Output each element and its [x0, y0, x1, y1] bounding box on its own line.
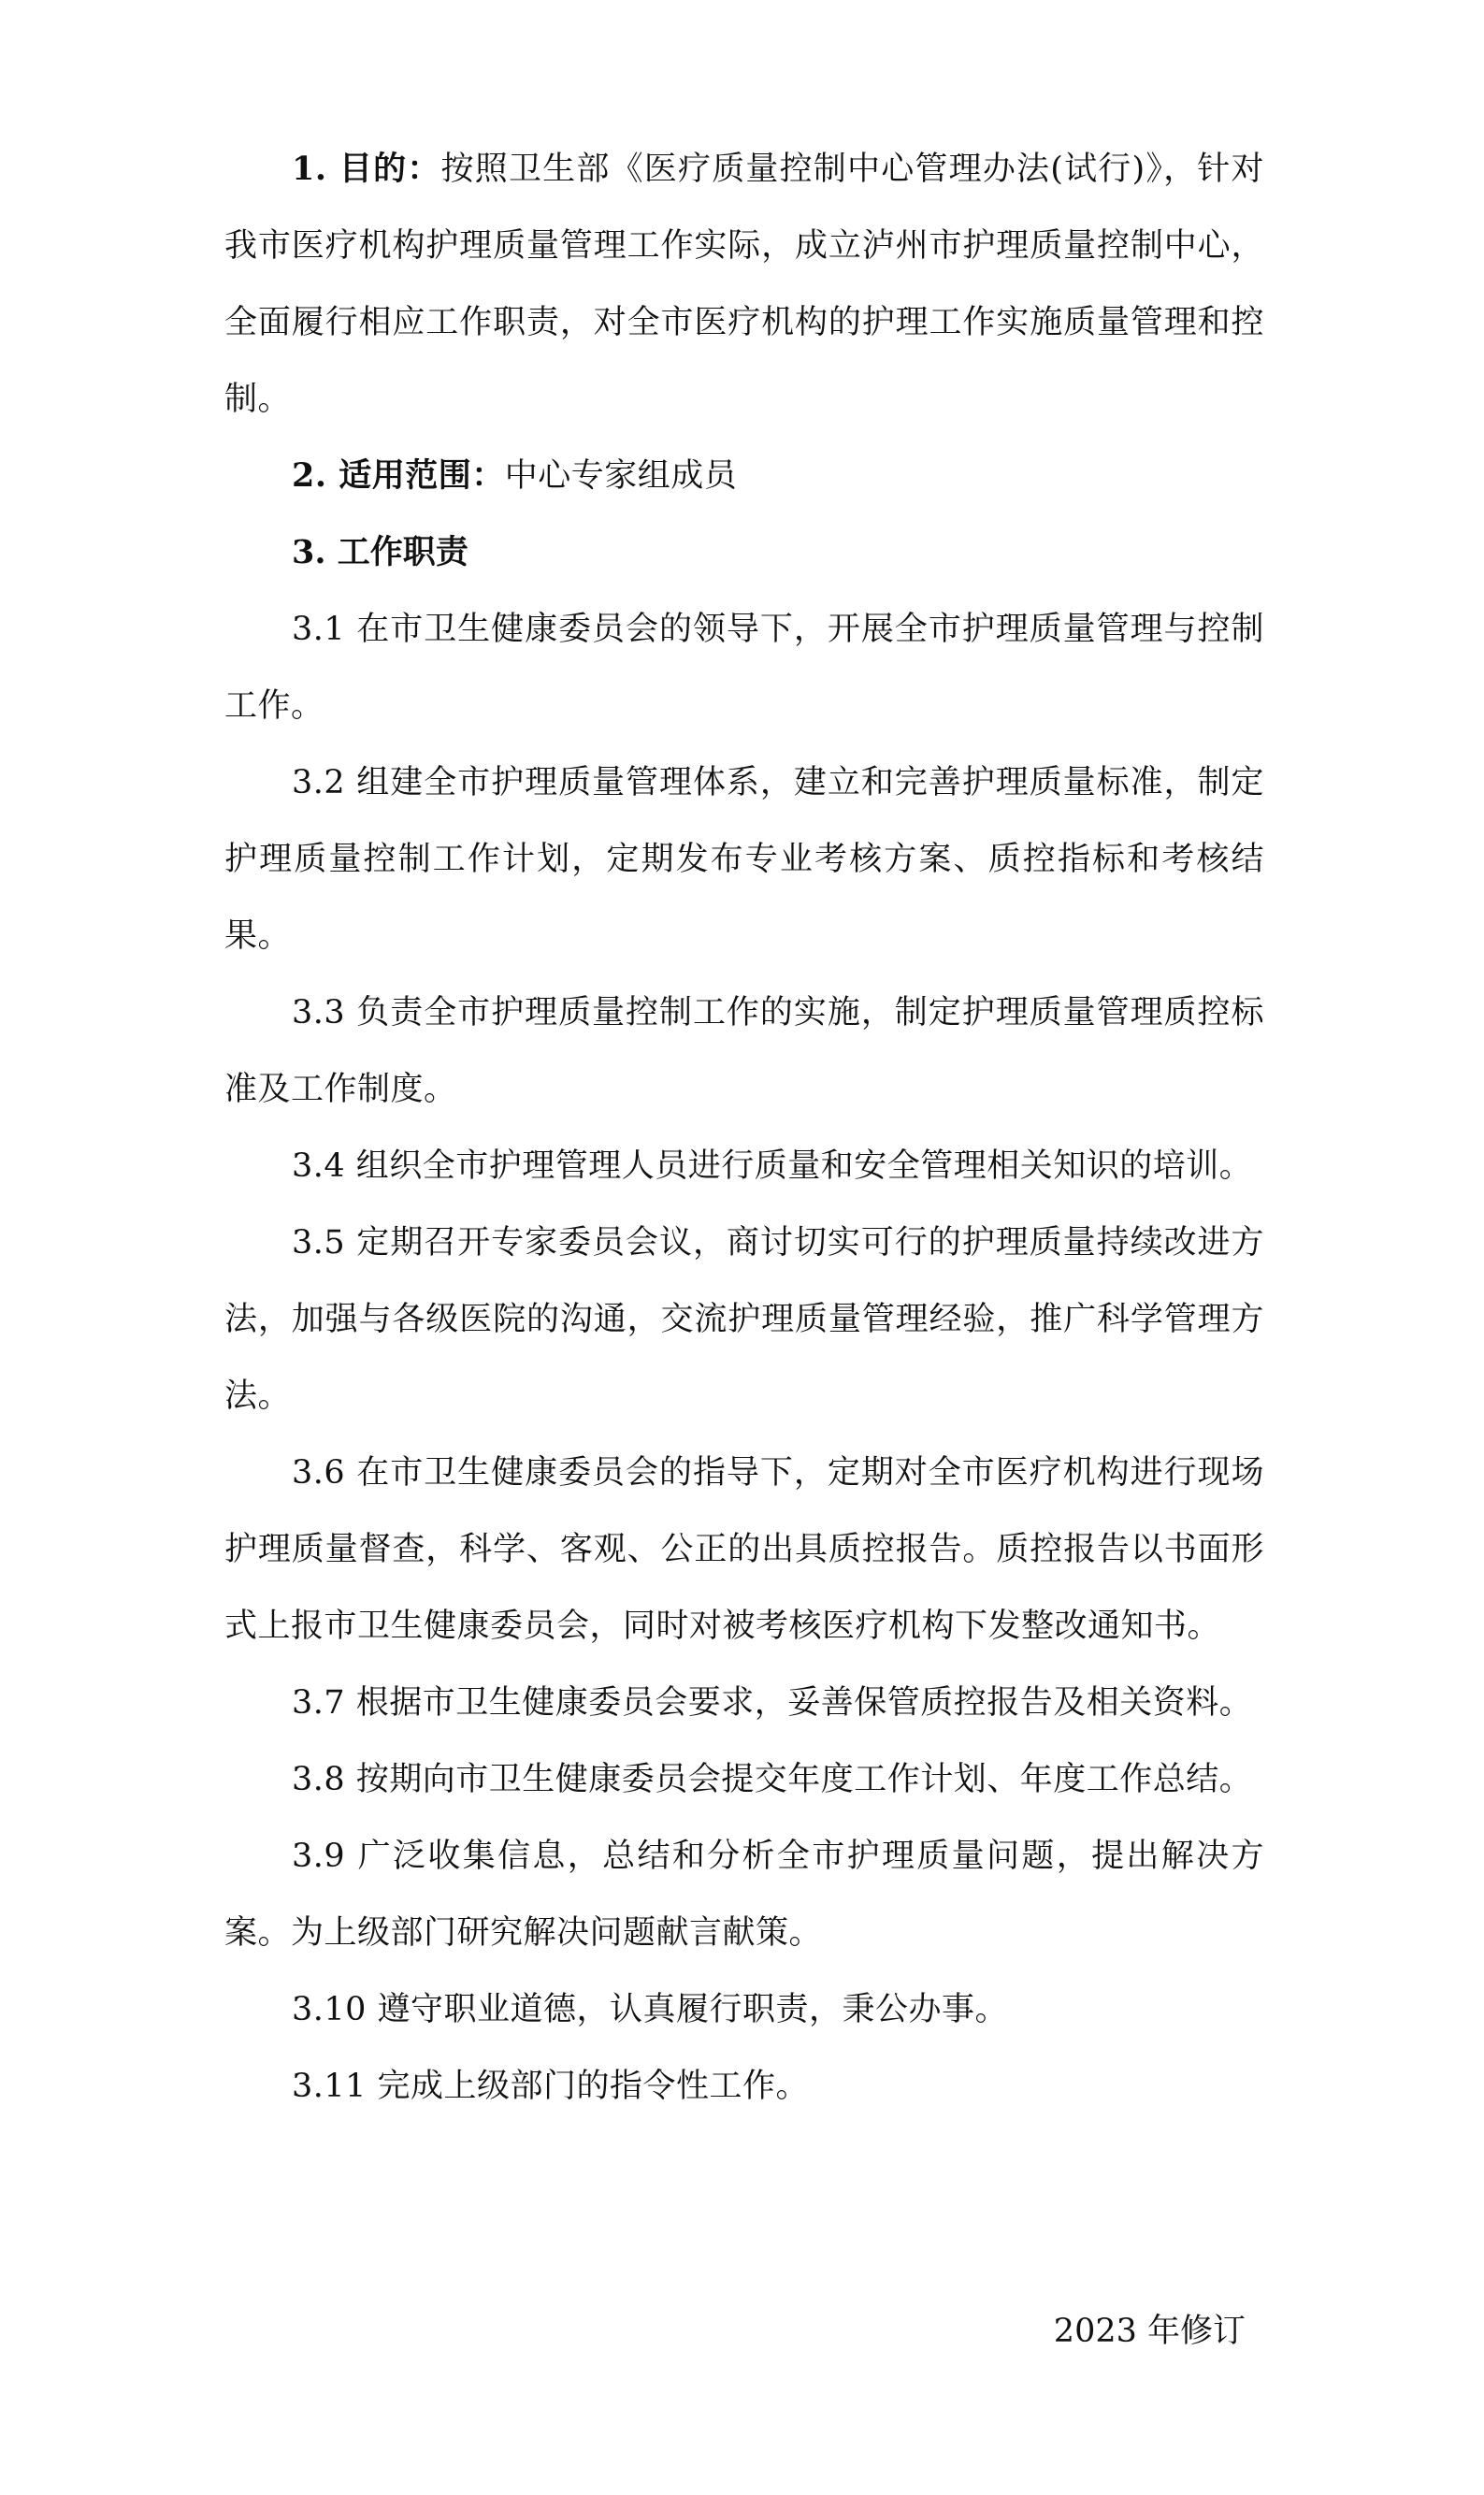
duty-item-3-7: 3.7 根据市卫生健康委员会要求，妥善保管质控报告及相关资料。 [292, 1684, 1253, 1722]
purpose-text: 按照卫生部《医疗质量控制中心管理办法(试行)》，针对我市医疗机构护理质量管理工作实际，成立泸州市护理质量控制中心，全面履行相应工作职责，对全市医疗机构的护理工作实施质量管理和控制。 [224, 151, 1264, 418]
duties-heading: 3. 工作职责 [292, 533, 468, 571]
purpose-label: 1. 目的： [292, 150, 441, 188]
scope-paragraph [224, 438, 1264, 514]
document-body [224, 131, 1264, 2125]
purpose-paragraph [224, 131, 1264, 438]
duty-item-3-11: 3.11 完成上级部门的指令性工作。 [292, 2068, 810, 2105]
scope-text: 中心专家组成员 [504, 457, 738, 495]
duty-item-3-1: 3.1 在市卫生健康委员会的领导下，开展全市护理质量管理与控制工作。 [224, 611, 1264, 725]
scope-label: 2. 适用范围： [292, 456, 505, 495]
duty-item-3-4: 3.4 组织全市护理管理人员进行质量和安全管理相关知识的培训。 [292, 1147, 1253, 1185]
duty-item-3-8: 3.8 按期向市卫生健康委员会提交年度工作计划、年度工作总结。 [292, 1761, 1253, 1798]
duty-item-3-2: 3.2 组建全市护理质量管理体系，建立和完善护理质量标准，制定护理质量控制工作计划，定期发布专业考核方案、质控指标和考核结果。 [224, 764, 1264, 955]
duty-item-3-10: 3.10 遵守职业道德，认真履行职责，秉公办事。 [292, 1991, 1009, 2028]
duty-item-3-5: 3.5 定期召开专家委员会议，商讨切实可行的护理质量持续改进方法，加强与各级医院的沟通，交流护理质量管理经验，推广科学管理方法。 [224, 1224, 1264, 1415]
duty-item-3-9: 3.9 广泛收集信息，总结和分析全市护理质量问题，提出解决方案。为上级部门研究解决问题献言献策。 [224, 1838, 1264, 1952]
duty-item-3-6: 3.6 在市卫生健康委员会的指导下，定期对全市医疗机构进行现场护理质量督查，科学、客观、公正的出具质控报告。质控报告以书面形式上报市卫生健康委员会，同时对被考核医疗机构下发整改通知书。 [224, 1454, 1264, 1645]
revision-note: 2023 年修订 [1053, 2313, 1246, 2350]
duty-item-3-3: 3.3 负责全市护理质量控制工作的实施，制定护理质量管理质控标准及工作制度。 [224, 994, 1264, 1108]
